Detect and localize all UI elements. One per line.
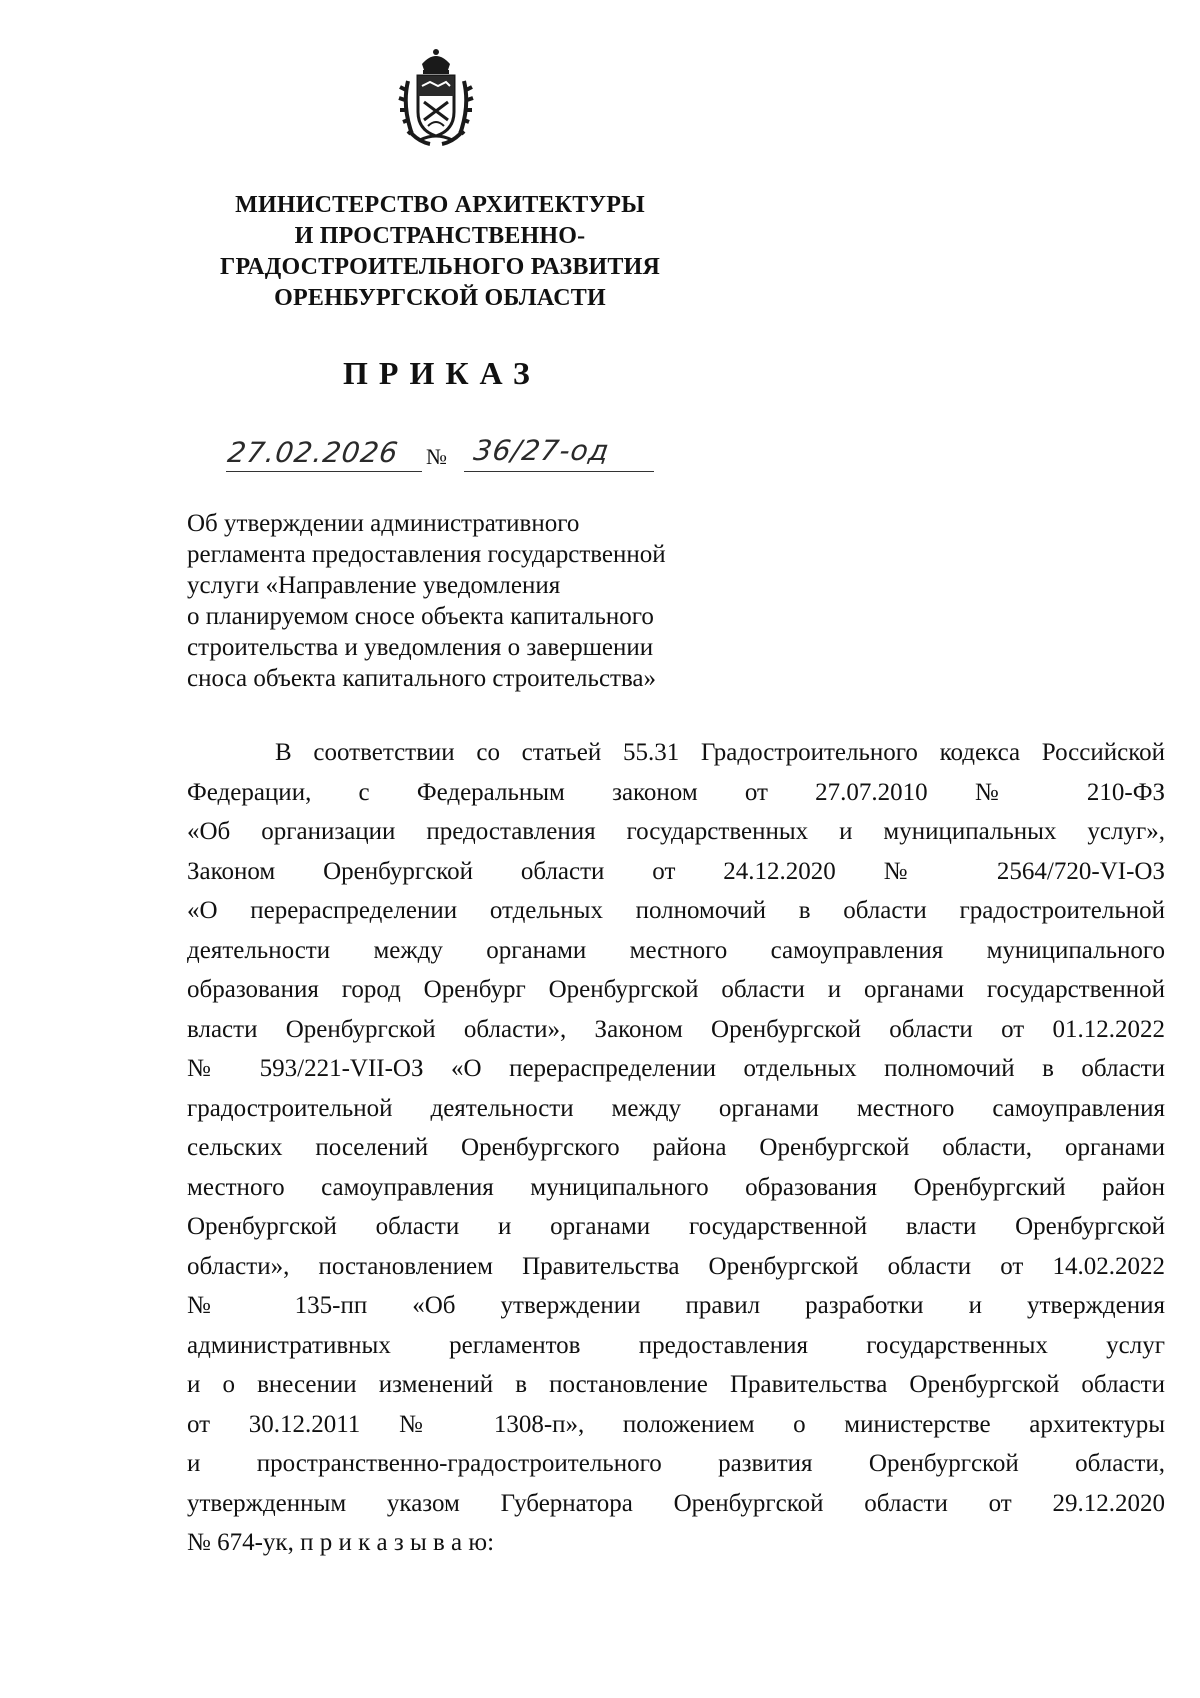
body-line: № 593/221-VII-ОЗ «О перераспределении отдельных полномочий в области <box>187 1055 1165 1082</box>
body-paragraph <box>187 733 1165 1563</box>
number-underline <box>464 471 654 472</box>
ministry-line: И ПРОСТРАНСТВЕННО- <box>294 223 586 249</box>
subject-line: регламента предоставления государственной <box>187 541 666 568</box>
body-line: и пространственно-градостроительного развития Оренбургской области, <box>187 1450 1165 1477</box>
ministry-name <box>150 190 730 314</box>
body-line: Законом Оренбургской области от 24.12.2020 № 2564/720-VI-ОЗ <box>187 857 1165 885</box>
body-line: «Об организации предоставления государственных и муниципальных услуг», <box>187 818 1165 845</box>
body-line: «О перераспределении отдельных полномочий в области градостроительной <box>187 897 1165 924</box>
subject-line: о планируемом сносе объекта капитального <box>187 603 654 630</box>
body-line: и о внесении изменений в постановление Правительства Оренбургской области <box>187 1371 1165 1398</box>
body-line: № 674-ук, п р и к а з ы в а ю: <box>187 1529 495 1556</box>
date-number-line <box>225 434 656 480</box>
document-subject <box>187 508 666 694</box>
handwritten-date: 27.02.2026 <box>225 436 401 469</box>
body-line: власти Оренбургской области», Законом Оренбургской области от 01.12.2022 <box>187 1015 1165 1043</box>
body-line: образования город Оренбург Оренбургской области и органами государственной <box>187 976 1165 1003</box>
number-sign: № <box>426 444 447 469</box>
document-type-title: ПРИКАЗ <box>343 355 541 391</box>
ministry-line: МИНИСТЕРСТВО АРХИТЕКТУРЫ <box>235 192 645 218</box>
body-line: Федерации, с Федеральным законом от 27.07.2010 № 210-ФЗ <box>187 778 1165 806</box>
body-line: области», постановлением Правительства Оренбургской области от 14.02.2022 <box>187 1252 1165 1280</box>
body-line: В соответствии со статьей 55.31 Градостроительного кодекса Российской <box>275 739 1165 766</box>
body-line: Оренбургской области и органами государственной власти Оренбургской <box>187 1213 1165 1240</box>
body-line: № 135-пп «Об утверждении правил разработки и утверждения <box>187 1292 1165 1319</box>
body-line: градостроительной деятельности между органами местного самоуправления <box>187 1094 1165 1122</box>
body-line: деятельности между органами местного самоуправления муниципального <box>187 936 1165 964</box>
body-line: от 30.12.2011 № 1308-п», положением о министерстве архитектуры <box>187 1410 1165 1438</box>
body-line: административных регламентов предоставления государственных услуг <box>187 1331 1165 1359</box>
subject-line: строительства и уведомления о завершении <box>187 634 654 661</box>
subject-line: услуги «Направление уведомления <box>187 572 561 599</box>
ministry-line: ГРАДОСТРОИТЕЛЬНОГО РАЗВИТИЯ <box>219 254 661 280</box>
coat-of-arms-icon <box>398 46 474 146</box>
date-underline <box>226 471 422 472</box>
body-line: утвержденным указом Губернатора Оренбургской области от 29.12.2020 <box>187 1489 1165 1517</box>
body-line: сельских поселений Оренбургского района Оренбургской области, органами <box>187 1134 1165 1161</box>
subject-line: Об утверждении административного <box>187 510 580 537</box>
ministry-line: ОРЕНБУРГСКОЙ ОБЛАСТИ <box>274 285 606 311</box>
handwritten-number: 36/27-од <box>471 434 612 467</box>
subject-line: сноса объекта капитального строительства» <box>187 665 657 692</box>
body-line: местного самоуправления муниципального образования Оренбургский район <box>187 1173 1165 1201</box>
